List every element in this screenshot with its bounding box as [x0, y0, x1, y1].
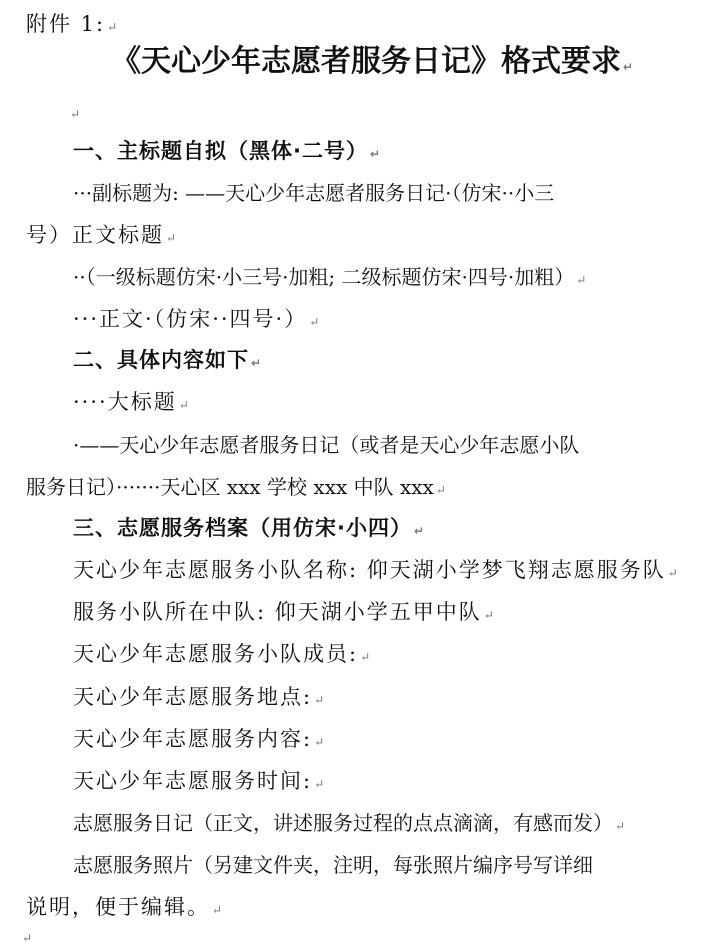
paragraph-mark-icon: ↵	[435, 483, 446, 497]
field-service-time	[73, 768, 324, 797]
photos-line-2	[26, 894, 222, 923]
field-service-content-text: 天心少年志愿服务内容:	[73, 727, 313, 751]
document-title	[111, 42, 633, 87]
photos-line-2-text: 说明，便于编辑。	[26, 895, 210, 919]
attachment-label	[26, 11, 117, 40]
big-title-text: ····大标题	[73, 390, 177, 414]
paragraph-mark-icon: ↵	[667, 566, 678, 580]
section1-heading	[73, 138, 380, 167]
section2-heading	[73, 347, 261, 376]
photos-line-1	[73, 852, 593, 878]
paragraph-mark-icon: ↵	[22, 931, 33, 945]
field-service-content	[73, 726, 324, 755]
field-team-members	[73, 641, 370, 670]
field-team-members-text: 天心少年志愿服务小队成员:	[73, 642, 359, 666]
big-title-note	[73, 389, 189, 418]
section3-heading-text: 三、志愿服务档案（用仿宋·小四）	[73, 516, 412, 540]
section3-heading	[73, 515, 424, 544]
content-line-1	[73, 432, 579, 458]
field-team-name	[73, 557, 678, 586]
photos-line-1-text: 志愿服务照片（另建文件夹，注明，每张照片编序号写详细	[73, 853, 593, 877]
section1-heading-text: 一、主标题自拟（黑体·二号）	[73, 139, 368, 163]
paragraph-mark-icon: ↵	[251, 356, 262, 370]
paragraph-mark-icon: ↵	[212, 903, 223, 917]
paragraph-mark-icon: ↵	[576, 273, 587, 287]
paragraph-mark-icon: ↵	[314, 693, 325, 707]
field-service-location	[73, 684, 324, 713]
paragraph-mark-icon: ↵	[107, 20, 118, 34]
empty-paragraph	[68, 98, 80, 127]
field-service-diary-text: 志愿服务日记（正文，讲述服务过程的点点滴滴，有感而发）	[73, 811, 613, 835]
paragraph-mark-icon: ↵	[70, 107, 81, 121]
paragraph-mark-icon: ↵	[623, 60, 634, 74]
heading-levels-note	[73, 264, 586, 293]
paragraph-mark-icon: ↵	[615, 819, 626, 833]
field-service-diary	[73, 810, 625, 839]
paragraph-mark-icon: ↵	[314, 735, 325, 749]
content-line-2-text: 服务日记）·······天心区 xxx 学校 xxx 中队 xxx	[26, 475, 434, 499]
subtitle-line-2-text: 号）正文标题	[26, 223, 164, 247]
paragraph-mark-icon: ↵	[309, 315, 320, 329]
document-title-text: 《天心少年志愿者服务日记》格式要求	[111, 44, 621, 79]
paragraph-mark-icon: ↵	[369, 147, 381, 161]
subtitle-line-1	[73, 180, 554, 206]
content-line-1-text: ·——天心少年志愿者服务日记（或者是天心少年志愿小队	[73, 433, 580, 457]
paragraph-mark-icon: ↵	[483, 608, 494, 622]
paragraph-mark-icon: ↵	[166, 231, 177, 245]
subtitle-line-1-text: ···副标题为: ——天心少年志愿者服务日记·（仿宋··小三	[73, 181, 555, 205]
paragraph-mark-icon: ↵	[360, 650, 371, 664]
paragraph-mark-icon: ↵	[178, 398, 189, 412]
section2-heading-text: 二、具体内容如下	[73, 348, 249, 372]
attachment-label-text: 附件 1:	[26, 12, 106, 36]
field-team-class	[73, 599, 494, 628]
field-service-time-text: 天心少年志愿服务时间:	[73, 769, 313, 793]
field-service-location-text: 天心少年志愿服务地点:	[73, 685, 313, 709]
body-text-note-text: ···正文·（仿宋··四号·）	[73, 307, 308, 331]
field-team-name-text: 天心少年志愿服务小队名称: 仰天湖小学梦飞翔志愿服务队	[73, 558, 666, 582]
field-team-class-text: 服务小队所在中队: 仰天湖小学五甲中队	[73, 600, 482, 624]
subtitle-line-2	[26, 222, 176, 251]
paragraph-mark-icon: ↵	[413, 524, 425, 538]
paragraph-mark-icon: ↵	[314, 777, 325, 791]
content-line-2	[26, 474, 446, 503]
body-text-note	[73, 306, 319, 335]
heading-levels-text: ··（一级标题仿宋·小三号·加粗; 二级标题仿宋·四号·加粗）	[73, 265, 575, 289]
